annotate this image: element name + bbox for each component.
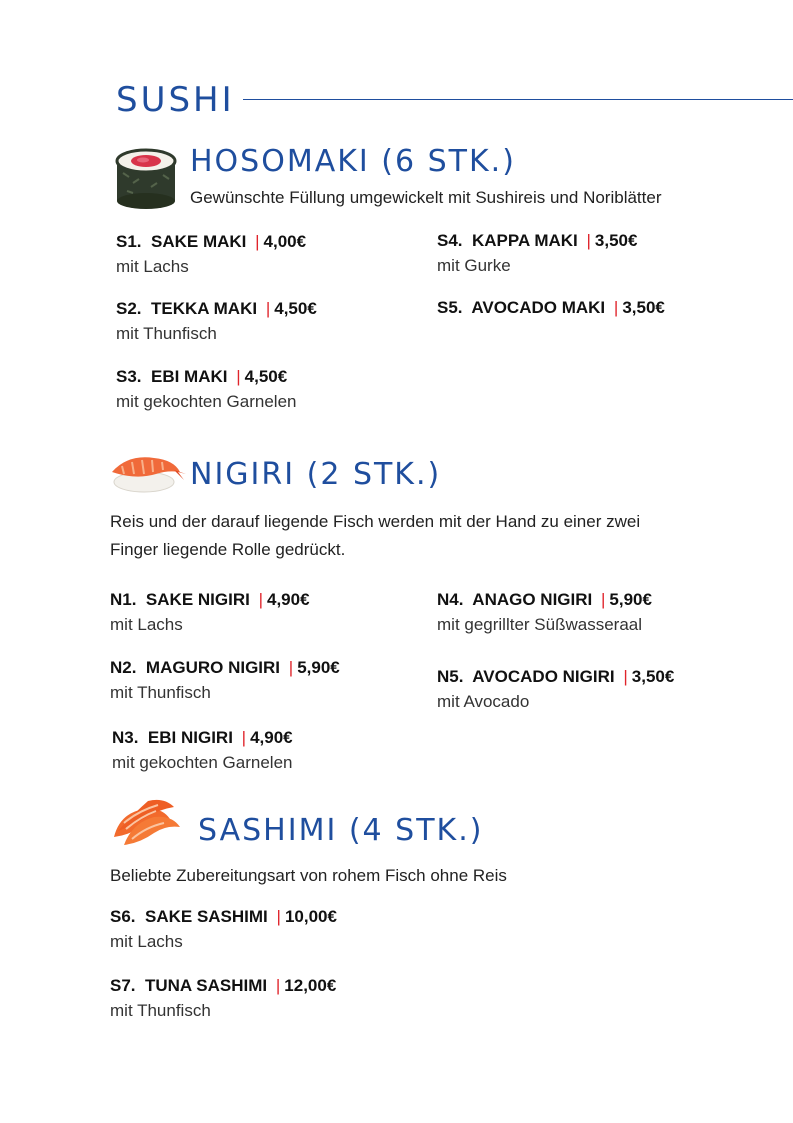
item-name: EBI NIGIRI (147, 728, 233, 747)
menu-item-s6 (110, 906, 337, 954)
price-separator: | (623, 667, 628, 686)
item-name: TUNA SASHIMI (144, 976, 268, 995)
item-name: SAKE SASHIMI (144, 907, 268, 926)
item-price: 3,50€ (622, 298, 665, 317)
item-price: 12,00€ (284, 976, 337, 995)
item-name: ANAGO NIGIRI (472, 590, 593, 609)
price-separator: | (613, 298, 619, 317)
menu-item-s5 (437, 297, 665, 319)
item-price: 3,50€ (631, 667, 675, 686)
item-code: S3. (116, 367, 142, 386)
item-description: mit Thunfisch (116, 324, 217, 343)
item-price: 4,90€ (250, 728, 293, 747)
item-name: EBI MAKI (150, 367, 228, 386)
salmon-sashimi-icon (110, 795, 184, 853)
menu-item-n3 (112, 727, 293, 775)
item-price: 10,00€ (284, 907, 337, 926)
item-price: 4,50€ (274, 299, 317, 318)
item-code: N5. (437, 667, 464, 686)
price-separator: | (255, 232, 260, 251)
item-description: mit gegrillter Süßwasseraal (437, 615, 643, 634)
price-separator: | (241, 728, 247, 747)
title-divider (243, 99, 793, 100)
item-price: 5,90€ (609, 590, 652, 609)
item-description: mit Thunfisch (110, 1001, 211, 1020)
item-name: AVOCADO NIGIRI (472, 667, 615, 686)
section-heading-hosomaki: HOSOMAKI (6 STK.) (190, 144, 516, 179)
page-title: SUSHI (116, 80, 235, 120)
item-description: mit Thunfisch (110, 683, 211, 702)
item-name: AVOCADO MAKI (471, 298, 606, 317)
item-code: S6. (110, 907, 136, 926)
item-code: S1. (116, 232, 142, 251)
price-separator: | (236, 367, 241, 386)
item-name: KAPPA MAKI (471, 231, 578, 250)
item-code: S2. (116, 299, 142, 318)
item-code: N2. (110, 658, 137, 677)
section-heading-nigiri: NIGIRI (2 STK.) (190, 457, 442, 492)
section-description-hosomaki: Gewünschte Füllung umgewickelt mit Sushireis und Noriblätter (190, 188, 662, 207)
item-price: 3,50€ (594, 231, 638, 250)
menu-item-s1 (116, 231, 306, 279)
price-separator: | (258, 590, 263, 609)
item-code: N4. (437, 590, 464, 609)
item-code: S5. (437, 298, 463, 317)
item-description: mit Lachs (116, 257, 189, 276)
item-description: mit Lachs (110, 932, 183, 951)
item-code: S7. (110, 976, 136, 995)
price-separator: | (600, 590, 606, 609)
price-separator: | (288, 658, 294, 677)
item-name: TEKKA MAKI (150, 299, 258, 318)
price-separator: | (586, 231, 591, 250)
menu-item-s3 (116, 366, 297, 414)
menu-item-s4 (437, 230, 637, 278)
item-description: mit gekochten Garnelen (116, 392, 297, 411)
menu-item-n1 (110, 589, 310, 637)
item-price: 4,50€ (244, 367, 288, 386)
section-heading-sashimi: SASHIMI (4 STK.) (198, 813, 484, 848)
item-description: mit gekochten Garnelen (112, 753, 293, 772)
item-name: SAKE NIGIRI (145, 590, 250, 609)
menu-item-s7 (110, 975, 336, 1023)
item-code: S4. (437, 231, 463, 250)
item-description: mit Avocado (437, 692, 530, 711)
section-description-nigiri-line2: Finger liegende Rolle gedrückt. (110, 540, 346, 559)
item-code: N3. (112, 728, 139, 747)
item-name: MAGURO NIGIRI (145, 658, 281, 677)
menu-item-n4 (437, 589, 652, 637)
price-separator: | (265, 299, 271, 318)
menu-item-s2 (116, 298, 317, 346)
menu-item-n2 (110, 657, 340, 705)
item-price: 5,90€ (297, 658, 340, 677)
item-price: 4,90€ (266, 590, 310, 609)
item-description: mit Gurke (437, 256, 511, 275)
maki-roll-icon (111, 143, 181, 211)
price-separator: | (276, 907, 281, 926)
section-description-sashimi: Beliebte Zubereitungsart von rohem Fisch ohne Reis (110, 866, 507, 885)
menu-item-n5 (437, 666, 674, 714)
item-price: 4,00€ (263, 232, 307, 251)
shrimp-nigiri-icon (108, 450, 186, 496)
price-separator: | (275, 976, 281, 995)
item-name: SAKE MAKI (150, 232, 247, 251)
item-code: N1. (110, 590, 137, 609)
item-description: mit Lachs (110, 615, 183, 634)
section-description-nigiri-line1: Reis und der darauf liegende Fisch werden mit der Hand zu einer zwei (110, 512, 641, 531)
